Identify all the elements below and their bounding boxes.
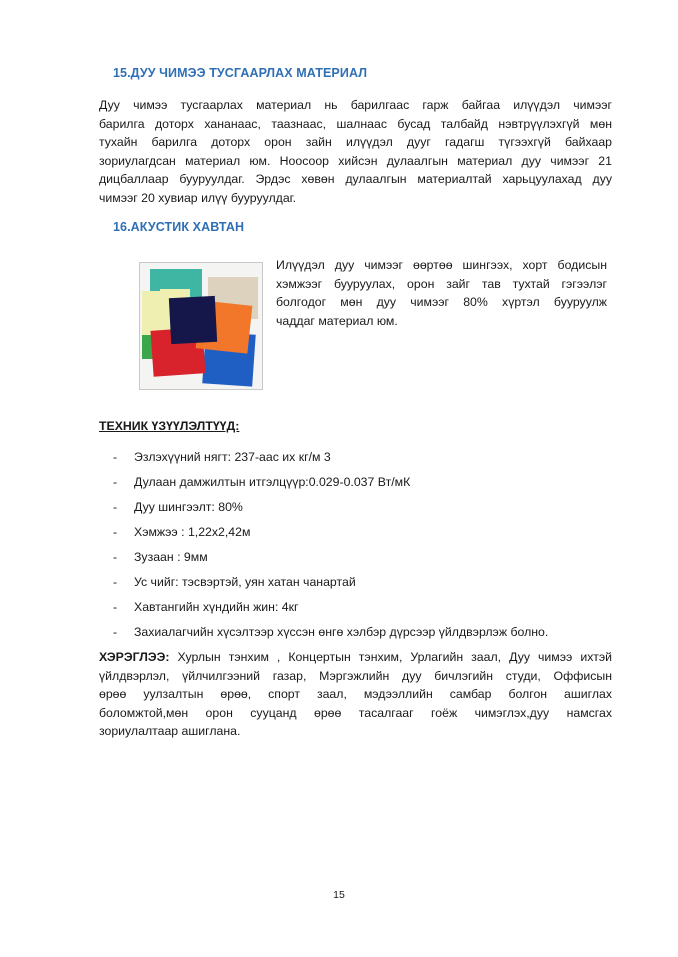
paragraph-line: зориулалтаар ашиглана. [99, 724, 241, 739]
dash-bullet: - [113, 475, 118, 489]
dash-bullet: - [113, 450, 118, 464]
list-item-text: Хавтангийн хүндийн жин: 4кг [134, 600, 299, 614]
list-item-text: Захиалагчийн хүсэлтээр хүссэн өнгө хэлбэр дүрсээр үйлдвэрлэж болно. [134, 625, 549, 639]
dash-bullet: - [113, 525, 118, 539]
usage-label: ХЭРЭГЛЭЭ: [99, 650, 170, 664]
dash-bullet: - [113, 575, 118, 589]
paragraph-line: чаддаг материал юм. [276, 313, 398, 328]
paragraph-line: боломжтой,мөн орон сууцанд өрөө тасалгааг гоёж чимэглэх,дуу намсгах [99, 705, 612, 720]
paragraph-line [99, 648, 612, 667]
paragraph-line: Дуу чимээ тусгаарлах материал нь барилгаас гарж байгаа илүүдэл чимээг [99, 98, 612, 112]
list-item-text: Дуу шингээлт: 80% [134, 500, 243, 514]
list-item-text: Эзлэхүүний нягт: 237-аас их кг/м 3 [134, 450, 331, 464]
section-15-paragraph [99, 96, 612, 208]
section-16-paragraph [276, 256, 607, 330]
dash-bullet: - [113, 600, 118, 614]
paragraph-line: үйлдвэрлэл, үйлчилгээний газар, Мэргэжлийн дуу бичлэгийн студи, Оффисын [99, 668, 612, 683]
dash-bullet: - [113, 550, 118, 564]
dash-bullet: - [113, 625, 118, 639]
list-item-text: Хэмжээ : 1,22x2,42м [134, 525, 251, 539]
section-15-heading: 15.ДУУ ЧИМЭЭ ТУСГААРЛАХ МАТЕРИАЛ [113, 66, 368, 80]
usage-text: Хурлын тэнхим , Концертын тэнхим, Урлагийн заал, Дуу чимээ ихтэй [169, 650, 612, 664]
list-item-text: Дулаан дамжилтын итгэлцүүр:0.029-0.037 Вт/мК [134, 475, 411, 489]
dash-bullet: - [113, 500, 118, 514]
tile-navy [169, 296, 217, 344]
usage-paragraph [99, 648, 612, 741]
paragraph-line: хэмжээг бууруулах, орон зайг тав тухтай гэгээлэг [276, 276, 607, 291]
paragraph-line: болгодог мөн дуу чимээг 80% хүртэл бууруулж [276, 295, 607, 310]
paragraph-line: дицбаллаар бууруулдаг. Эрдэс хөвөн дулаалгын материалтай харьцуулахад дуу [99, 172, 612, 187]
paragraph-line: тухайн барилга доторх орон зайн илүүдэл дууг гадагш түгээхгүй байхаар [99, 135, 612, 150]
list-item-text: Зузаан : 9мм [134, 550, 208, 564]
technical-specs-title: ТЕХНИК ҮЗҮҮЛЭЛТҮҮД: [99, 419, 240, 433]
paragraph-line: өрөө уулзалтын өрөө, спорт заал, мэдээллийн самбар болгон ашиглах [99, 687, 612, 702]
paragraph-line: зориулагдсан материал юм. Ноосоор хийсэн дулаалгын материал дуу чимээг 21 [99, 153, 612, 168]
paragraph-line: Илүүдэл дуу чимээг өөртөө шингээх, хорт бодисын [276, 258, 607, 272]
page-number: 15 [333, 889, 345, 901]
acoustic-panel-photo [139, 262, 263, 390]
paragraph-line: барилга доторх хананаас, таазнаас, шалнаас бусад талбайд нэвтрүүлэхгүй мөн [99, 116, 612, 131]
section-16-heading: 16.АКУСТИК ХАВТАН [113, 220, 245, 234]
list-item-text: Ус чийг: тэсвэртэй, уян хатан чанартай [134, 575, 356, 589]
paragraph-line: чимээг 20 хувиар илүү бууруулдаг. [99, 190, 297, 205]
